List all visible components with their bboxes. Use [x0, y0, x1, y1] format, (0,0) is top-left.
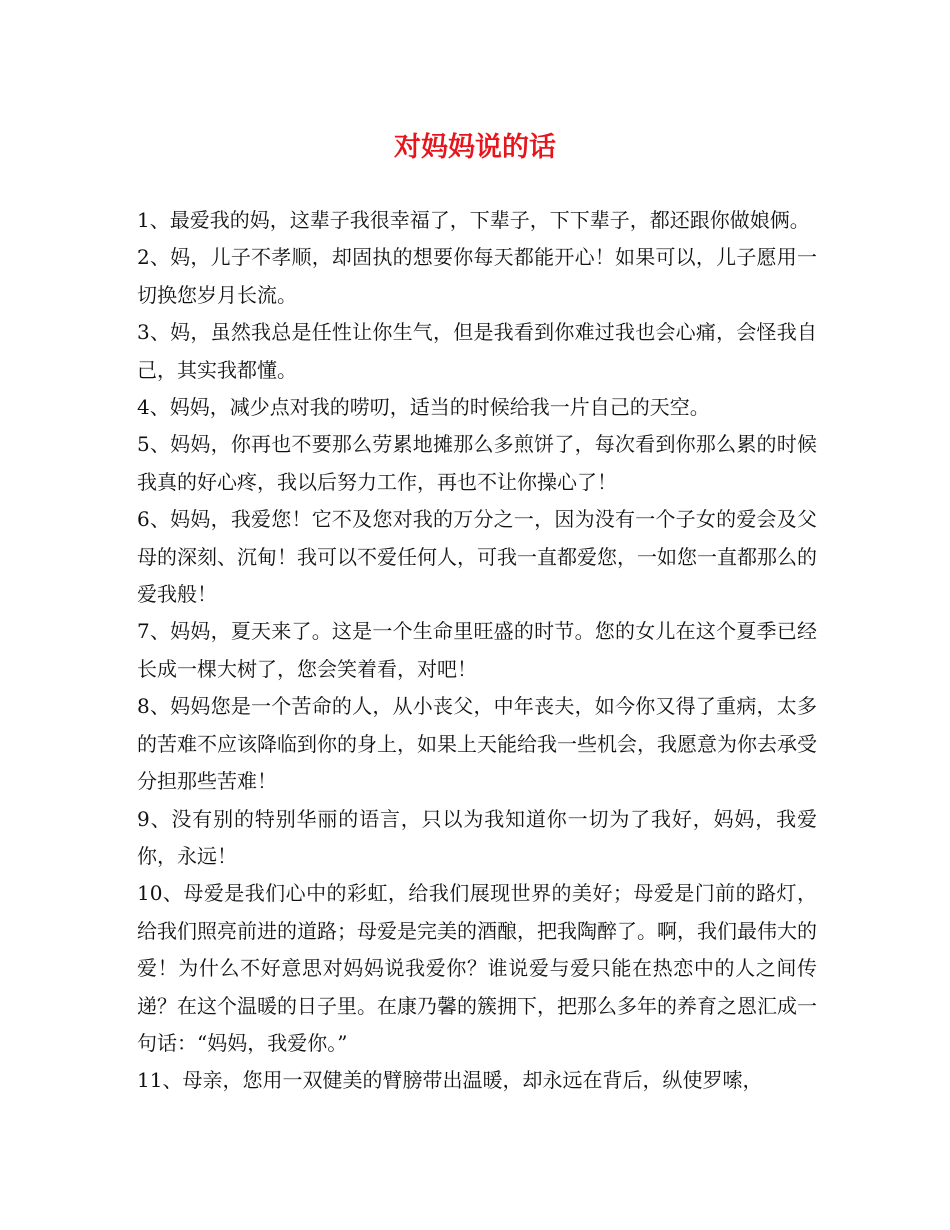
document-body — [137, 202, 817, 1100]
paragraph-7: 7、妈妈，夏天来了。这是一个生命里旺盛的时节。您的女儿在这个夏季已经长成一棵大树了，您会笑着看，对吧！ — [137, 619, 817, 681]
paragraph-5: 5、妈妈，你再也不要那么劳累地摊那么多煎饼了，每次看到你那么累的时候我真的好心疼，我以后努力工作，再也不让你操心了！ — [137, 432, 817, 494]
paragraph-10: 10、母爱是我们心中的彩虹，给我们展现世界的美好；母爱是门前的路灯，给我们照亮前进的道路；母爱是完美的酒酿，把我陶醉了。啊，我们最伟大的爱！为什么不好意思对妈妈说我爱你？谁说爱与爱只能在热恋中的人之间传递？在这个温暖的日子里。在康乃馨的簇拥下，把那么多年的养育之恩汇成一句话：“妈妈，我爱你。” — [137, 881, 817, 1055]
paragraph-2: 2、妈，儿子不孝顺，却固执的想要你每天都能开心！如果可以，儿子愿用一切换您岁月长流。 — [137, 245, 817, 307]
paragraph-9: 9、没有别的特别华丽的语言，只以为我知道你一切为了我好，妈妈，我爱你，永远！ — [137, 806, 817, 868]
paragraph-8: 8、妈妈您是一个苦命的人，从小丧父，中年丧夫，如今你又得了重病，太多的苦难不应该降临到你的身上，如果上天能给我一些机会，我愿意为你去承受分担那些苦难！ — [137, 694, 817, 794]
paragraph-6: 6、妈妈，我爱您！它不及您对我的万分之一，因为没有一个子女的爱会及父母的深刻、沉甸！我可以不爱任何人，可我一直都爱您，一如您一直都那么的爱我般！ — [137, 507, 817, 607]
paragraph-1: 1、最爱我的妈，这辈子我很幸福了，下辈子，下下辈子，都还跟你做娘俩。 — [137, 208, 810, 232]
paragraph-4: 4、妈妈，减少点对我的唠叨，适当的时候给我一片自己的天空。 — [137, 395, 710, 420]
paragraph-11: 11、母亲，您用一双健美的臂膀带出温暖，却永远在背后，纵使罗嗦， — [137, 1068, 763, 1093]
document-title: 对妈妈说的话 — [394, 132, 556, 163]
paragraph-3: 3、妈，虽然我总是任性让你生气，但是我看到你难过我也会心痛，会怪我自己，其实我都懂。 — [137, 320, 817, 382]
